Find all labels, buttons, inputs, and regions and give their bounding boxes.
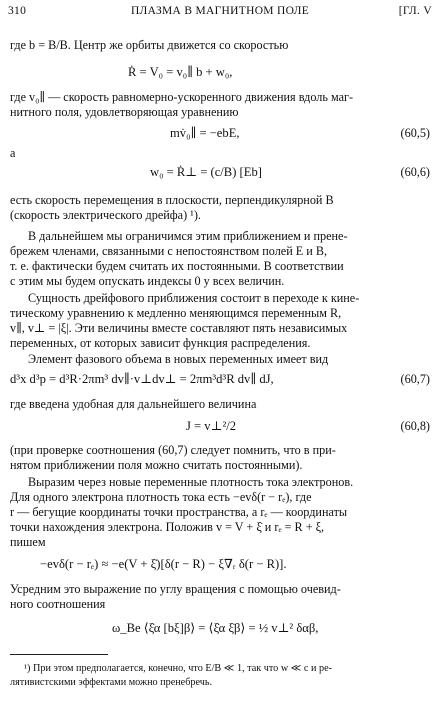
text-line: Для одного электрона плотность тока есть −evδ(r − rₑ), где [10, 490, 312, 504]
text-line: Элемент фазового объема в новых переменных имеет вид [28, 352, 329, 366]
footnote-line: ¹) При этом предполагается, конечно, что E/B ≪ 1, так что w ≪ c и ре- [24, 663, 333, 674]
text-line: нитного поля, удовлетворяющая уравнению [10, 105, 239, 119]
equation-60-8: J = v⊥²/2 [186, 419, 237, 433]
text-line: точки нахождения электрона. Положив v = V + ξ̇ и rₑ = R + ξ, [10, 520, 325, 534]
footnote-divider [10, 654, 108, 655]
equation-number: (60,8) [400, 419, 430, 433]
equation-averaging: ω_Be ⟨ξ̇α [bξ]β⟩ = ⟨ξ̇α ξ̇β⟩ = ½ v⊥² δαβ, [112, 621, 319, 635]
text-line: где v₀∥ — скорость равномерно-ускоренного движения вдоль маг- [10, 90, 354, 104]
text-line: где введена удобная для дальнейшего величина [10, 397, 257, 411]
equation-number: (60,7) [400, 372, 430, 386]
text-line: В дальнейшем мы ограничимся этим приближением и прене- [28, 229, 348, 243]
text-line: нятом приближении поля можно считать постоянными). [10, 458, 303, 472]
running-header [8, 5, 432, 21]
equation-current-density: −evδ(r − rₑ) ≈ −e(V + ξ̇)[δ(r − R) − ξ∇ᵣ δ(r − R)]. [40, 557, 287, 571]
equation-orbit-velocity: Ṙ = V₀ = v₀∥ b + w₀, [128, 65, 233, 79]
running-title: ПЛАЗМА В МАГНИТНОМ ПОЛЕ [130, 5, 310, 17]
text-line: где b = B/B. Центр же орбиты движется со скоростью [10, 38, 289, 52]
text-line: тическому уравнению к медленно меняющимся переменным R, [10, 306, 342, 320]
text-line: есть скорость перемещения в плоскости, перпендикулярной B [10, 193, 334, 207]
text-line: (скорость электрического дрейфа) ¹). [10, 208, 201, 222]
text-line: Усредним это выражение по углу вращения с помощью очевид- [10, 582, 341, 596]
text-line: Сущность дрейфового приближения состоит в переходе к кине- [28, 291, 360, 305]
text-line: а [10, 146, 16, 160]
chapter-marker: [ГЛ. V [398, 5, 432, 17]
equation-60-5: mv̇₀∥ = −ebE, [170, 126, 240, 140]
text-line: переменных, от которых зависит функция распределения. [10, 336, 311, 350]
equation-60-7: d³x d³p = d³R·2πm³ dv∥·v⊥dv⊥ = 2πm³d³R dv∥ dJ, [10, 372, 274, 386]
text-line: с этим мы будем опускать индексы 0 у всех величин. [10, 274, 285, 288]
equation-60-6: w₀ = Ṙ⊥ = (c/B) [Eb] [150, 165, 262, 179]
text-line: пишем [10, 535, 46, 549]
text-line: ного соотношения [10, 597, 106, 611]
equation-number: (60,6) [400, 165, 430, 179]
text-line: брежем членами, связанными с непостоянством полей E и B, [10, 244, 328, 258]
text-line: v∥, v⊥ = |ξ|. Эти величины вместе составляют пять независимых [10, 321, 348, 335]
text-line: т. е. фактически будем считать их постоянными. В соответствии [10, 259, 344, 273]
equation-number: (60,5) [400, 126, 430, 140]
page-number: 310 [8, 5, 27, 17]
text-line: r — бегущие координаты точки пространства, а rₑ — координаты [10, 505, 348, 519]
footnote-line: лятивистскими эффектами можно пренебречь. [10, 677, 213, 688]
text-line: Выразим через новые переменные плотность тока электронов. [28, 475, 354, 489]
text-line: (при проверке соотношения (60,7) следует помнить, что в при- [10, 443, 336, 457]
